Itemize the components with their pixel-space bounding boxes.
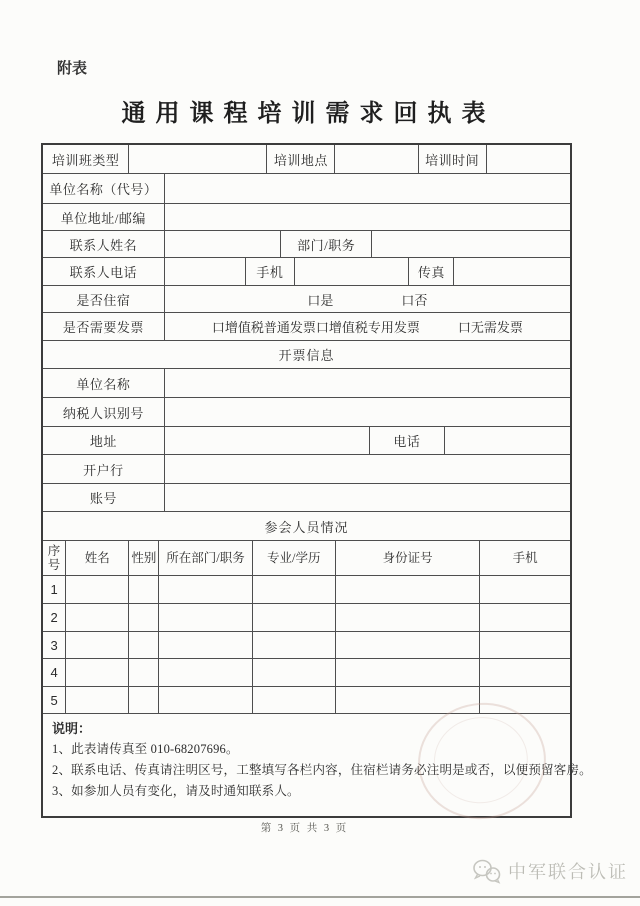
field-contact-phone (164, 258, 245, 285)
chat-bubbles-icon (472, 858, 502, 884)
label-phone: 电话 (369, 427, 444, 454)
col-header-seq: 序号 (47, 543, 61, 572)
row-address (43, 426, 570, 454)
row-org-name-code (43, 173, 570, 203)
row-contact-name (43, 230, 570, 257)
attendee-name-cell (65, 576, 128, 603)
label-org-name-code: 单位名称（代号） (49, 182, 158, 197)
invoice-option-none: 口无需发票 (457, 320, 523, 335)
attendee-row (43, 658, 570, 686)
col-header-id: 身份证号 (335, 541, 479, 575)
attendee-name-cell (65, 659, 128, 686)
attendee-mobile-cell (479, 604, 570, 631)
brand-watermark (472, 858, 628, 884)
attendee-mobile-cell (479, 632, 570, 658)
field-location (334, 145, 417, 173)
attendee-seq: 4 (50, 665, 58, 680)
attendee-dept-cell (158, 659, 251, 686)
attendee-gender-cell (128, 604, 158, 631)
attendee-seq: 1 (50, 582, 58, 597)
note-item-1: 1、此表请传真至 010-68207696。 (52, 742, 239, 756)
attendee-id-cell (335, 659, 479, 686)
row-attendee-section (43, 511, 570, 540)
faint-stamp-inner-ring (428, 711, 533, 809)
label-inv-org-name: 单位名称 (76, 376, 131, 392)
appendix-label: 附表 (57, 61, 88, 77)
row-lodging (43, 285, 570, 312)
attendee-gender-cell (128, 632, 158, 658)
attendee-mobile-cell (479, 659, 570, 686)
field-bank (164, 455, 570, 483)
lodging-option-no: 口否 (401, 292, 428, 308)
invoice-option-special: 口增值税专用发票 (315, 320, 420, 335)
field-dept-position (371, 231, 570, 257)
lodging-option-yes: 口是 (307, 292, 334, 308)
attendee-name-cell (65, 632, 128, 658)
label-org-address: 单位地址/邮编 (60, 210, 146, 226)
attendee-row (43, 631, 570, 658)
attendee-major-cell (252, 659, 335, 686)
label-contact-name: 联系人姓名 (69, 237, 138, 253)
label-fax: 传真 (408, 258, 453, 285)
attendee-dept-cell (158, 604, 251, 631)
label-mobile: 手机 (245, 258, 294, 285)
field-time (486, 145, 570, 173)
note-item-2: 2、联系电话、传真请注明区号，工整填写各栏内容，住宿栏请务必注明是或否，以便预留客房。 (52, 763, 592, 777)
field-address (164, 427, 369, 454)
field-fax (453, 258, 570, 285)
field-invoice (164, 313, 570, 340)
page-title: 通 用 课 程 培 训 需 求 回 执 表 (121, 101, 488, 127)
row-class-type (43, 145, 570, 173)
label-class-type: 培训班类型 (51, 152, 120, 168)
label-tax-id: 纳税人识别号 (62, 405, 144, 421)
row-org-address (43, 203, 570, 230)
label-bank: 开户行 (83, 462, 124, 478)
field-phone (444, 427, 570, 454)
field-inv-org-name (164, 369, 570, 397)
field-org-address (164, 204, 570, 230)
field-account (164, 484, 570, 511)
field-lodging (164, 286, 570, 312)
field-tax-id (164, 398, 570, 426)
attendee-name-cell (65, 604, 128, 631)
label-invoice-need: 是否需要发票 (62, 320, 144, 335)
col-header-dept: 所在部门/职务 (158, 541, 251, 575)
attendee-id-cell (335, 576, 479, 603)
col-header-gender: 性别 (128, 541, 158, 575)
attendee-dept-cell (158, 687, 251, 713)
field-mobile (294, 258, 408, 285)
row-contact-phone (43, 257, 570, 285)
attendee-major-cell (252, 632, 335, 658)
page-number: 第 3 页 共 3 页 (260, 823, 349, 834)
attendee-gender-cell (128, 687, 158, 713)
attendee-dept-cell (158, 576, 251, 603)
attendee-seq: 2 (50, 610, 58, 625)
field-class-type (128, 145, 266, 173)
row-attendee-headers (43, 540, 570, 575)
attendee-id-cell (335, 604, 479, 631)
attendee-gender-cell (128, 576, 158, 603)
col-header-major: 专业/学历 (252, 541, 335, 575)
attendee-mobile-cell (479, 576, 570, 603)
attendee-gender-cell (128, 659, 158, 686)
attendee-section-title: 参会人员情况 (264, 519, 349, 535)
row-account (43, 483, 570, 511)
row-invoice (43, 312, 570, 340)
attendee-id-cell (335, 632, 479, 658)
attendee-row (43, 603, 570, 631)
invoice-option-general: 口增值税普通发票 (211, 320, 316, 335)
attendee-name-cell (65, 687, 128, 713)
note-item-3: 3、如参加人员有变化，请及时通知联系人。 (52, 784, 300, 798)
label-address: 地址 (89, 434, 117, 449)
attendee-seq: 5 (50, 692, 58, 708)
label-contact-phone: 联系人电话 (69, 265, 138, 280)
row-invoice-section (43, 340, 570, 368)
attendee-seq: 3 (50, 637, 58, 653)
row-tax-id (43, 397, 570, 426)
field-contact-name (164, 231, 280, 257)
label-dept-position: 部门/职务 (280, 231, 371, 257)
label-lodging: 是否住宿 (76, 292, 131, 308)
notes-title: 说明： (52, 721, 92, 736)
label-time: 培训时间 (418, 145, 486, 173)
col-header-name: 姓名 (65, 541, 128, 575)
field-org-name-code (164, 174, 570, 203)
row-bank (43, 454, 570, 483)
brand-watermark-text: 中军联合认证 (508, 862, 628, 882)
attendee-row (43, 575, 570, 603)
invoice-section-title: 开票信息 (278, 348, 335, 363)
attendee-dept-cell (158, 632, 251, 658)
attendee-major-cell (252, 576, 335, 603)
label-location: 培训地点 (266, 145, 334, 173)
row-inv-org-name (43, 368, 570, 397)
attendee-major-cell (252, 687, 335, 713)
attendee-major-cell (252, 604, 335, 631)
col-header-mobile: 手机 (479, 541, 570, 575)
bottom-divider-line (0, 896, 640, 898)
label-account: 账号 (89, 491, 117, 506)
